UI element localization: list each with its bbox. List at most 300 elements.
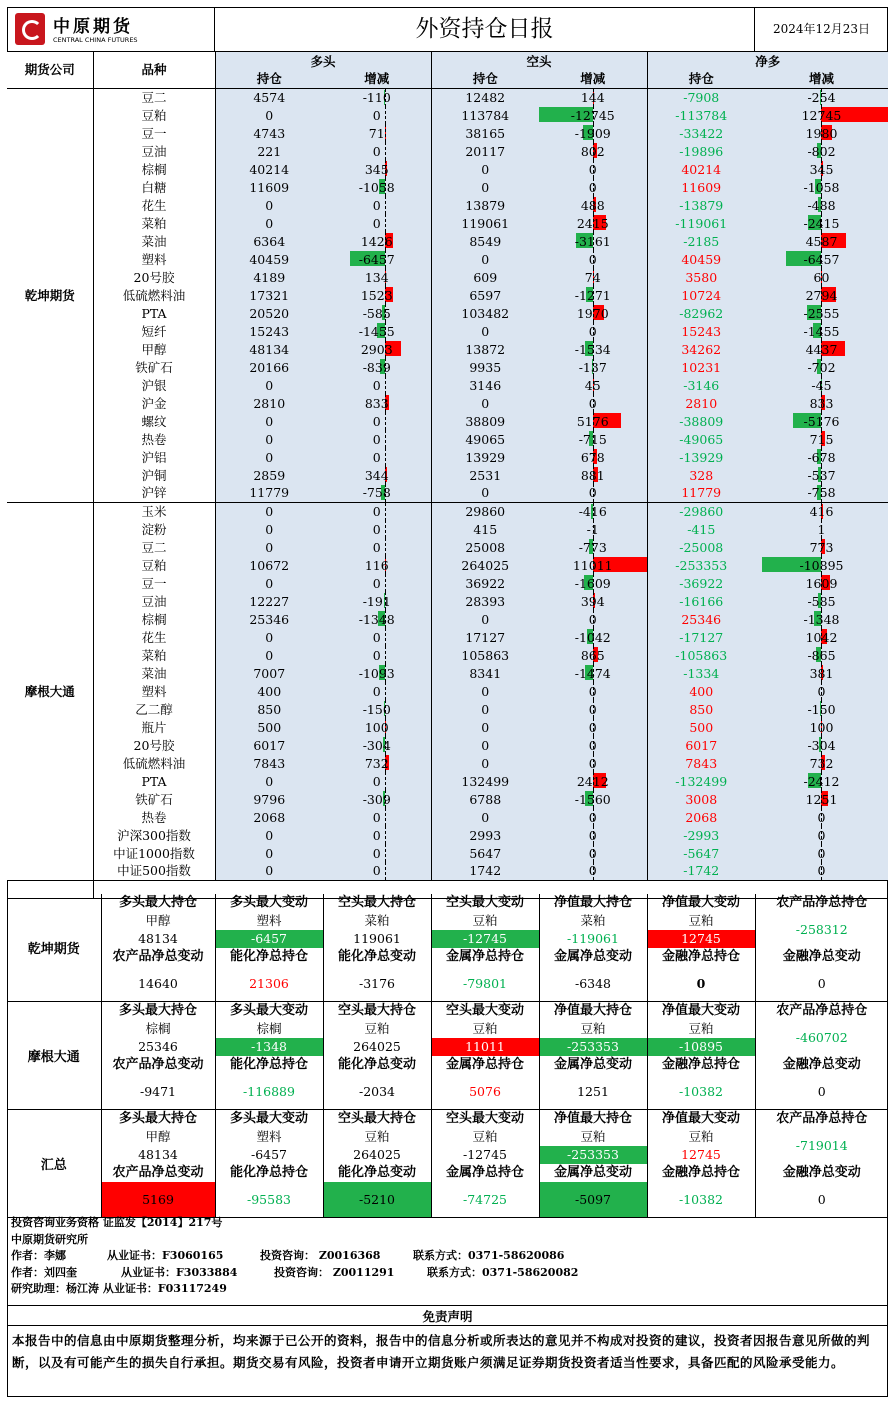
summary-value xyxy=(101,912,215,948)
cell-value: 0 xyxy=(588,755,597,771)
summary-header: 多头最大变动 xyxy=(215,894,323,912)
summary-header: 金融净总持仓 xyxy=(647,1056,755,1074)
summary-header: 空头最大持仓 xyxy=(323,1002,431,1021)
cell-value: 0 xyxy=(265,107,274,123)
summary-header-row-2 xyxy=(7,1056,888,1074)
cell-value: -1334 xyxy=(683,665,720,681)
cell-value: 25008 xyxy=(465,539,506,555)
cell-value: 8549 xyxy=(469,233,502,249)
value-text: -2034 xyxy=(358,1084,396,1099)
cell-value: -309 xyxy=(362,791,391,807)
cell-value: 394 xyxy=(580,593,605,609)
table-row xyxy=(7,754,888,772)
net-holding xyxy=(647,466,755,484)
short-holding xyxy=(431,844,539,862)
item-value: -6457 xyxy=(216,930,323,948)
short-holding xyxy=(431,502,539,520)
cell-value: 28393 xyxy=(465,593,506,609)
author-contact: 联系方式：0371-58620086 xyxy=(413,1249,565,1262)
cell-value: 0 xyxy=(372,107,381,123)
cell-value: 11779 xyxy=(249,485,290,501)
long-holding xyxy=(215,178,323,196)
author-line-2 xyxy=(7,1265,888,1282)
long-holding xyxy=(215,502,323,520)
cell-value: 802 xyxy=(580,143,605,159)
long-change xyxy=(323,412,431,430)
table-row xyxy=(7,304,888,322)
product-cell: 淀粉 xyxy=(93,520,215,538)
short-change xyxy=(539,160,647,178)
short-change xyxy=(539,574,647,592)
net-holding xyxy=(647,700,755,718)
short-holding xyxy=(431,304,539,322)
cell-value: 865 xyxy=(580,647,605,663)
zero-axis xyxy=(385,844,386,862)
net-change xyxy=(755,628,888,646)
cell-value: -3161 xyxy=(574,233,611,249)
short-holding xyxy=(431,268,539,286)
product-cell: 棕榈 xyxy=(93,160,215,178)
cell-value: 715 xyxy=(809,431,834,447)
net-holding xyxy=(647,250,755,268)
net-holding xyxy=(647,142,755,160)
short-change xyxy=(539,106,647,124)
product-cell: 铁矿石 xyxy=(93,358,215,376)
cell-value: -304 xyxy=(362,737,391,753)
summary-header: 多头最大持仓 xyxy=(101,894,215,912)
short-holding xyxy=(431,772,539,790)
zero-axis xyxy=(385,574,386,592)
table-row xyxy=(7,520,888,538)
cell-value: 40459 xyxy=(681,251,722,267)
cell-value: 500 xyxy=(689,719,714,735)
cell-value: 20166 xyxy=(249,359,290,375)
long-holding xyxy=(215,412,323,430)
summary-value xyxy=(431,966,539,1002)
table-row xyxy=(7,502,888,520)
cell-value: 74 xyxy=(584,269,601,285)
table-row xyxy=(7,862,888,880)
disclaimer-text: 本报告中的信息由中原期货整理分析，均来源于已公开的资料，报告中的信息分析或所表达的意见并不构成对投资的建议，投资者因报告意见所做的判断，以及有可能产生的损失自行承担。期货交易有风险，投资者申请开立期货账户须满足证券期货投资者适当性要求，具备匹配的风险承受能力。 xyxy=(12,1333,871,1370)
net-change xyxy=(755,412,888,430)
cell-value: 38809 xyxy=(465,413,506,429)
short-change xyxy=(539,268,647,286)
net-change xyxy=(755,520,888,538)
summary-value xyxy=(539,1074,647,1110)
item-value: 48134 xyxy=(138,931,178,946)
cell-value: 0 xyxy=(265,863,274,879)
long-change xyxy=(323,808,431,826)
net-holding xyxy=(647,790,755,808)
short-change xyxy=(539,538,647,556)
summary-header: 空头最大变动 xyxy=(431,1002,539,1021)
net-holding xyxy=(647,430,755,448)
value-text: 0 xyxy=(817,1192,826,1207)
cell-value: 134 xyxy=(364,269,389,285)
summary-header: 金属净总持仓 xyxy=(431,948,539,966)
cell-value: 381 xyxy=(809,665,834,681)
cell-value: -1271 xyxy=(574,287,611,303)
product-cell: 低硫燃料油 xyxy=(93,286,215,304)
product-cell: 热卷 xyxy=(93,430,215,448)
cell-value: 0 xyxy=(372,845,381,861)
agri-hold-value: -719014 xyxy=(795,1138,848,1153)
summary-value-row xyxy=(7,1020,888,1056)
summary-value xyxy=(539,1128,647,1164)
summary-value xyxy=(101,1074,215,1110)
value-text: -9471 xyxy=(139,1084,177,1099)
cell-value: 0 xyxy=(481,323,490,339)
net-holding xyxy=(647,610,755,628)
cell-value: -38809 xyxy=(679,413,724,429)
short-holding xyxy=(431,250,539,268)
short-change xyxy=(539,394,647,412)
cell-value: 850 xyxy=(257,701,282,717)
cell-value: 1980 xyxy=(805,125,838,141)
cell-value: 1742 xyxy=(469,863,502,879)
cell-value: -150 xyxy=(807,701,836,717)
net-holding xyxy=(647,844,755,862)
short-holding xyxy=(431,160,539,178)
cell-value: 0 xyxy=(588,179,597,195)
short-group-header: 空头 xyxy=(431,52,647,70)
net-holding xyxy=(647,358,755,376)
long-holding xyxy=(215,250,323,268)
item-value: -6457 xyxy=(250,1147,288,1162)
cell-value: 103482 xyxy=(461,305,510,321)
product-cell: 螺纹 xyxy=(93,412,215,430)
zero-axis xyxy=(385,430,386,448)
net-change xyxy=(755,394,888,412)
summary-header: 净值最大持仓 xyxy=(539,1002,647,1021)
item-value: -10895 xyxy=(648,1038,755,1056)
cell-value: -12745 xyxy=(570,107,615,123)
short-holding xyxy=(431,376,539,394)
summary-value xyxy=(323,1020,431,1056)
value-text: -79801 xyxy=(463,976,507,991)
short-holding xyxy=(431,520,539,538)
long-holding xyxy=(215,286,323,304)
summary-value xyxy=(215,1128,323,1164)
short-holding xyxy=(431,124,539,142)
net-change xyxy=(755,664,888,682)
product-cell: 塑料 xyxy=(93,682,215,700)
short-holding xyxy=(431,232,539,250)
zero-axis xyxy=(385,142,386,160)
long-change xyxy=(323,862,431,880)
report-date: 2024年12月23日 xyxy=(772,22,871,36)
cell-value: -304 xyxy=(807,737,836,753)
long-holding xyxy=(215,844,323,862)
cell-value: -19896 xyxy=(679,143,724,159)
short-holding xyxy=(431,430,539,448)
table-row xyxy=(7,484,888,502)
long-change xyxy=(323,304,431,322)
short-change xyxy=(539,232,647,250)
value-text: 21306 xyxy=(249,976,289,991)
table-row xyxy=(7,790,888,808)
long-holding xyxy=(215,322,323,340)
cell-value: 2068 xyxy=(253,809,286,825)
summary-header: 金属净总持仓 xyxy=(431,1164,539,1182)
summary-value xyxy=(539,1020,647,1056)
cell-value: -17127 xyxy=(679,629,724,645)
disclaimer-title: 免责声明 xyxy=(7,1305,888,1326)
long-change xyxy=(323,448,431,466)
cell-value: -416 xyxy=(578,503,607,519)
zero-axis xyxy=(385,826,386,844)
cell-value: 0 xyxy=(265,773,274,789)
cell-value: 0 xyxy=(481,755,490,771)
long-holding xyxy=(215,520,323,538)
summary-header-row xyxy=(7,894,888,912)
short-holding xyxy=(431,196,539,214)
author-name: 作者：刘四奎 xyxy=(11,1265,77,1279)
net-change xyxy=(755,376,888,394)
summary-header: 能化净总持仓 xyxy=(215,948,323,966)
short-change xyxy=(539,772,647,790)
cell-value: -2412 xyxy=(803,773,840,789)
short-change-header: 增减 xyxy=(539,70,647,88)
cell-value: -6457 xyxy=(803,251,840,267)
net-holding xyxy=(647,322,755,340)
short-holding xyxy=(431,826,539,844)
cell-value: 0 xyxy=(372,197,381,213)
short-holding xyxy=(431,394,539,412)
net-change xyxy=(755,448,888,466)
long-change xyxy=(323,538,431,556)
summary-value xyxy=(755,966,888,1002)
item-value: -1348 xyxy=(216,1038,323,1056)
item-value: 264025 xyxy=(353,1039,401,1054)
cell-value: 4437 xyxy=(805,341,838,357)
cell-value: 5176 xyxy=(576,413,609,429)
short-holding xyxy=(431,718,539,736)
author-contact: 联系方式：0371-58620082 xyxy=(427,1265,579,1279)
value-text: 0 xyxy=(817,976,826,991)
net-change xyxy=(755,88,888,106)
summary-header: 金融净总变动 xyxy=(782,1057,861,1072)
net-change xyxy=(755,826,888,844)
cell-value: 0 xyxy=(265,521,274,537)
cell-value: 11609 xyxy=(249,179,290,195)
cell-value: -254 xyxy=(807,89,836,105)
zero-axis xyxy=(385,772,386,790)
cell-value: 0 xyxy=(372,431,381,447)
cell-value: -2555 xyxy=(803,305,840,321)
summary-value xyxy=(215,912,323,948)
summary-value xyxy=(101,966,215,1002)
short-holding xyxy=(431,538,539,556)
item-value: 12745 xyxy=(648,930,755,948)
product-cell: 豆一 xyxy=(93,124,215,142)
cell-value: 0 xyxy=(588,809,597,825)
long-holding xyxy=(215,826,323,844)
cell-value: 0 xyxy=(265,413,274,429)
net-holding xyxy=(647,412,755,430)
value-text: -116889 xyxy=(243,1084,295,1099)
short-change xyxy=(539,628,647,646)
cell-value: 0 xyxy=(265,539,274,555)
cell-value: 0 xyxy=(372,863,381,879)
long-change xyxy=(323,700,431,718)
cell-value: -715 xyxy=(578,431,607,447)
net-holding xyxy=(647,862,755,880)
cell-value: -1058 xyxy=(358,179,395,195)
cell-value: 7843 xyxy=(253,755,286,771)
table-row xyxy=(7,268,888,286)
long-holding xyxy=(215,718,323,736)
long-change xyxy=(323,250,431,268)
long-holding xyxy=(215,196,323,214)
item-value: -12745 xyxy=(463,1147,507,1162)
long-holding xyxy=(215,574,323,592)
summary-header: 金属净总变动 xyxy=(539,1164,647,1182)
cell-value: 40459 xyxy=(249,251,290,267)
long-change xyxy=(323,358,431,376)
summary-value xyxy=(539,966,647,1002)
cell-value: -5647 xyxy=(683,845,720,861)
cell-value: 3146 xyxy=(469,377,502,393)
report-footer xyxy=(7,1215,888,1298)
cell-value: 0 xyxy=(372,683,381,699)
net-change xyxy=(755,430,888,448)
long-holding xyxy=(215,358,323,376)
short-change xyxy=(539,610,647,628)
item-name: 豆粕 xyxy=(364,1021,390,1036)
short-holding xyxy=(431,466,539,484)
item-value: -12745 xyxy=(432,930,539,948)
summary-header: 空头最大变动 xyxy=(431,1110,539,1129)
cell-value: 34262 xyxy=(681,341,722,357)
cell-value: 25346 xyxy=(249,611,290,627)
short-change xyxy=(539,322,647,340)
short-holding xyxy=(431,286,539,304)
short-change xyxy=(539,502,647,520)
summary-value xyxy=(323,912,431,948)
summary-value xyxy=(539,912,647,948)
cell-value: 6364 xyxy=(253,233,286,249)
short-change xyxy=(539,412,647,430)
cell-value: 344 xyxy=(364,467,389,483)
cell-value: 0 xyxy=(588,251,597,267)
net-holding xyxy=(647,772,755,790)
short-change xyxy=(539,754,647,772)
cell-value: 1970 xyxy=(576,305,609,321)
product-cell: 菜粕 xyxy=(93,214,215,232)
cell-value: -585 xyxy=(362,305,391,321)
long-change xyxy=(323,322,431,340)
item-name: 豆粕 xyxy=(688,1021,714,1036)
net-change xyxy=(755,178,888,196)
item-name: 塑料 xyxy=(256,1129,282,1144)
net-holding xyxy=(647,214,755,232)
summary-header: 农产品净总持仓 xyxy=(776,895,868,910)
cell-value: 15243 xyxy=(249,323,290,339)
long-change xyxy=(323,502,431,520)
net-change-header: 增减 xyxy=(755,70,888,88)
short-holding xyxy=(431,214,539,232)
long-holding xyxy=(215,646,323,664)
short-holding xyxy=(431,556,539,574)
value-text: 0 xyxy=(696,976,706,991)
product-cell: 豆二 xyxy=(93,538,215,556)
product-cell: 花生 xyxy=(93,628,215,646)
product-cell: 花生 xyxy=(93,196,215,214)
summary-value xyxy=(647,1074,755,1110)
short-change xyxy=(539,340,647,358)
short-change xyxy=(539,124,647,142)
summary-header: 净值最大变动 xyxy=(647,1110,755,1129)
positions-body xyxy=(7,88,888,898)
table-row xyxy=(7,826,888,844)
short-holding-header: 持仓 xyxy=(431,70,539,88)
cell-value: 0 xyxy=(481,161,490,177)
cell-value: 10724 xyxy=(681,287,722,303)
summary-header: 能化净总变动 xyxy=(323,1056,431,1074)
summary-value xyxy=(647,1182,755,1218)
agri-hold xyxy=(755,912,888,948)
cell-value: 345 xyxy=(364,161,389,177)
cell-value: 13929 xyxy=(465,449,506,465)
cell-value: 0 xyxy=(588,611,597,627)
zero-axis xyxy=(385,214,386,232)
long-change xyxy=(323,124,431,142)
short-holding xyxy=(431,592,539,610)
summary-header: 农产品净总变动 xyxy=(101,1164,215,1182)
net-holding xyxy=(647,754,755,772)
short-change xyxy=(539,286,647,304)
long-holding xyxy=(215,556,323,574)
short-change xyxy=(539,664,647,682)
summary-header: 农产品净总持仓 xyxy=(776,1111,868,1126)
cell-value: -758 xyxy=(807,485,836,501)
long-holding xyxy=(215,484,323,502)
short-change xyxy=(539,88,647,106)
cell-value: -1909 xyxy=(574,125,611,141)
author-consult: 投资咨询： Z0016368 xyxy=(260,1249,381,1262)
value-text: 5076 xyxy=(469,1084,501,1099)
cell-value: -678 xyxy=(807,449,836,465)
product-cell: 乙二醇 xyxy=(93,700,215,718)
cell-value: 10231 xyxy=(681,359,722,375)
company-logo xyxy=(7,7,215,52)
long-change xyxy=(323,286,431,304)
cell-value: -1348 xyxy=(358,611,395,627)
cell-value: 0 xyxy=(372,377,381,393)
short-holding xyxy=(431,736,539,754)
value-text: -74725 xyxy=(463,1192,507,1207)
cell-value: 0 xyxy=(265,431,274,447)
short-change xyxy=(539,826,647,844)
product-cell: 中证500指数 xyxy=(93,862,215,880)
net-change xyxy=(755,214,888,232)
net-holding xyxy=(647,736,755,754)
summary-body xyxy=(7,894,888,1218)
cell-value: 0 xyxy=(588,395,597,411)
value-text: 1251 xyxy=(577,1084,609,1099)
product-cell: 菜油 xyxy=(93,232,215,250)
long-holding xyxy=(215,448,323,466)
net-change xyxy=(755,232,888,250)
cell-value: 2810 xyxy=(253,395,286,411)
cell-value: 0 xyxy=(481,251,490,267)
cell-value: 0 xyxy=(372,503,381,519)
cell-value: 4587 xyxy=(805,233,838,249)
long-change xyxy=(323,394,431,412)
long-change xyxy=(323,340,431,358)
table-row xyxy=(7,106,888,124)
